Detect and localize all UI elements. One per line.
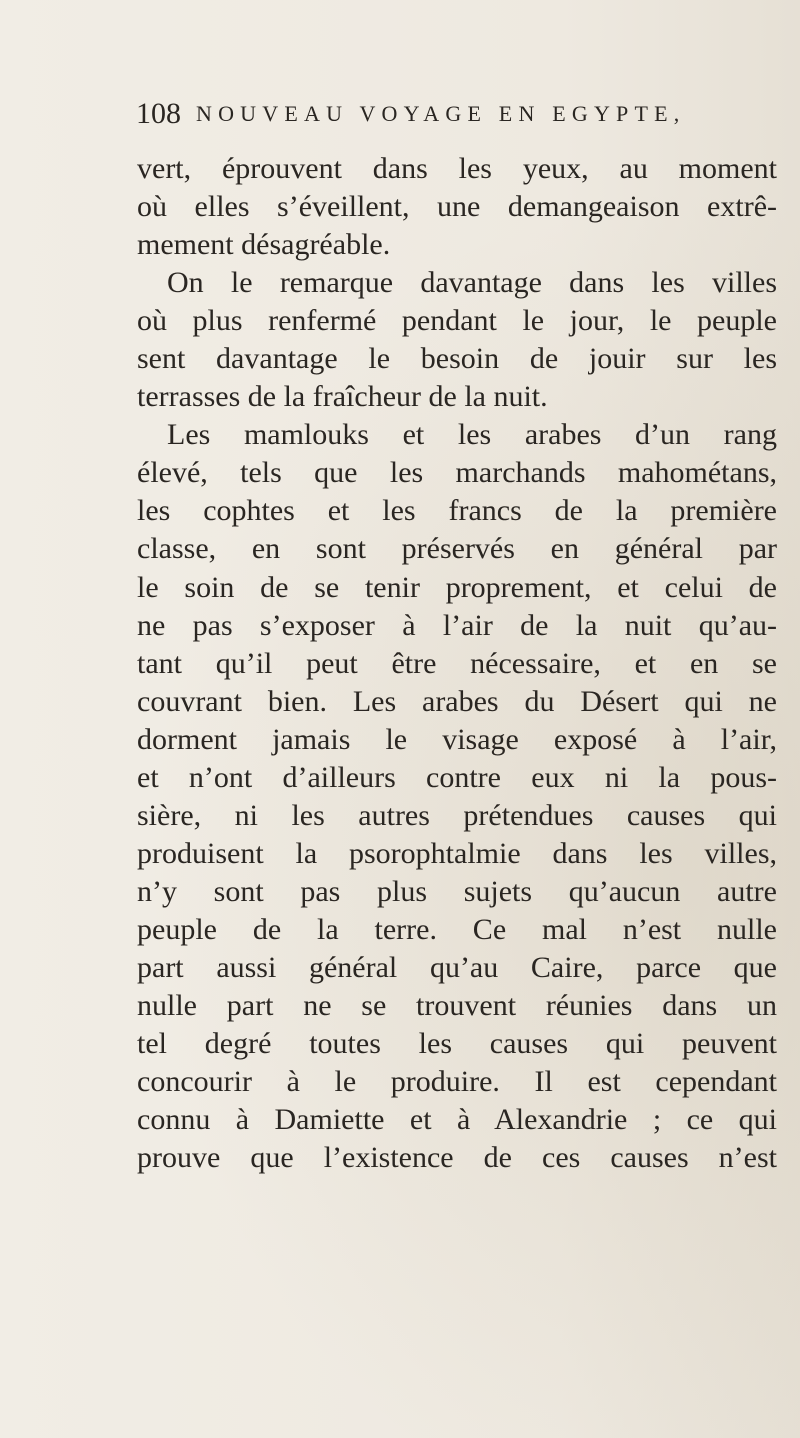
- text-line: tel degré toutes les causes qui peuvent: [137, 1027, 777, 1061]
- text-line: nulle part ne se trouvent réunies dans un: [137, 989, 777, 1023]
- text-line: dorment jamais le visage exposé à l’air,: [137, 722, 777, 756]
- text-line: sent davantage le besoin de jouir sur les: [137, 342, 777, 376]
- page-number: 108: [136, 97, 181, 130]
- text-line: classe, en sont préservés en général par: [137, 532, 777, 566]
- page-header: [136, 90, 776, 138]
- text-line: concourir à le produire. Il est cependant: [137, 1065, 777, 1099]
- text-line: connu à Damiette et à Alexandrie ; ce qui: [137, 1103, 777, 1137]
- paragraph-start-line: Les mamlouks et les arabes d’un rang: [167, 418, 777, 452]
- text-line: tant qu’il peut être nécessaire, et en se: [137, 646, 777, 680]
- text-line: peuple de la terre. Ce mal n’est nulle: [137, 912, 777, 946]
- text-line: part aussi général qu’au Caire, parce que: [137, 950, 777, 984]
- text-line: où elles s’éveillent, une demangeaison extrê-: [137, 190, 777, 224]
- text-line: le soin de se tenir proprement, et celui de: [137, 570, 777, 604]
- text-line: produisent la psorophtalmie dans les villes,: [137, 836, 777, 870]
- text-line: terrasses de la fraîcheur de la nuit.: [137, 380, 548, 414]
- text-line: élevé, tels que les marchands mahométans,: [137, 456, 777, 490]
- text-line: mement désagréable.: [137, 228, 391, 262]
- text-line: sière, ni les autres prétendues causes qui: [137, 798, 777, 832]
- text-line: prouve que l’existence de ces causes n’est: [137, 1141, 777, 1175]
- text-line: et n’ont d’ailleurs contre eux ni la pous-: [137, 760, 777, 794]
- text-line: les cophtes et les francs de la première: [137, 494, 777, 528]
- text-line: n’y sont pas plus sujets qu’aucun autre: [137, 874, 777, 908]
- running-head: NOUVEAU VOYAGE EN EGYPTE,: [196, 101, 686, 126]
- text-line: où plus renfermé pendant le jour, le peuple: [137, 304, 777, 338]
- body-text: [137, 150, 777, 1177]
- text-line: vert, éprouvent dans les yeux, au moment: [137, 152, 777, 185]
- paragraph-start-line: On le remarque davantage dans les villes: [167, 266, 777, 300]
- text-line: ne pas s’exposer à l’air de la nuit qu’au-: [137, 608, 777, 642]
- text-line: couvrant bien. Les arabes du Désert qui ne: [137, 684, 777, 718]
